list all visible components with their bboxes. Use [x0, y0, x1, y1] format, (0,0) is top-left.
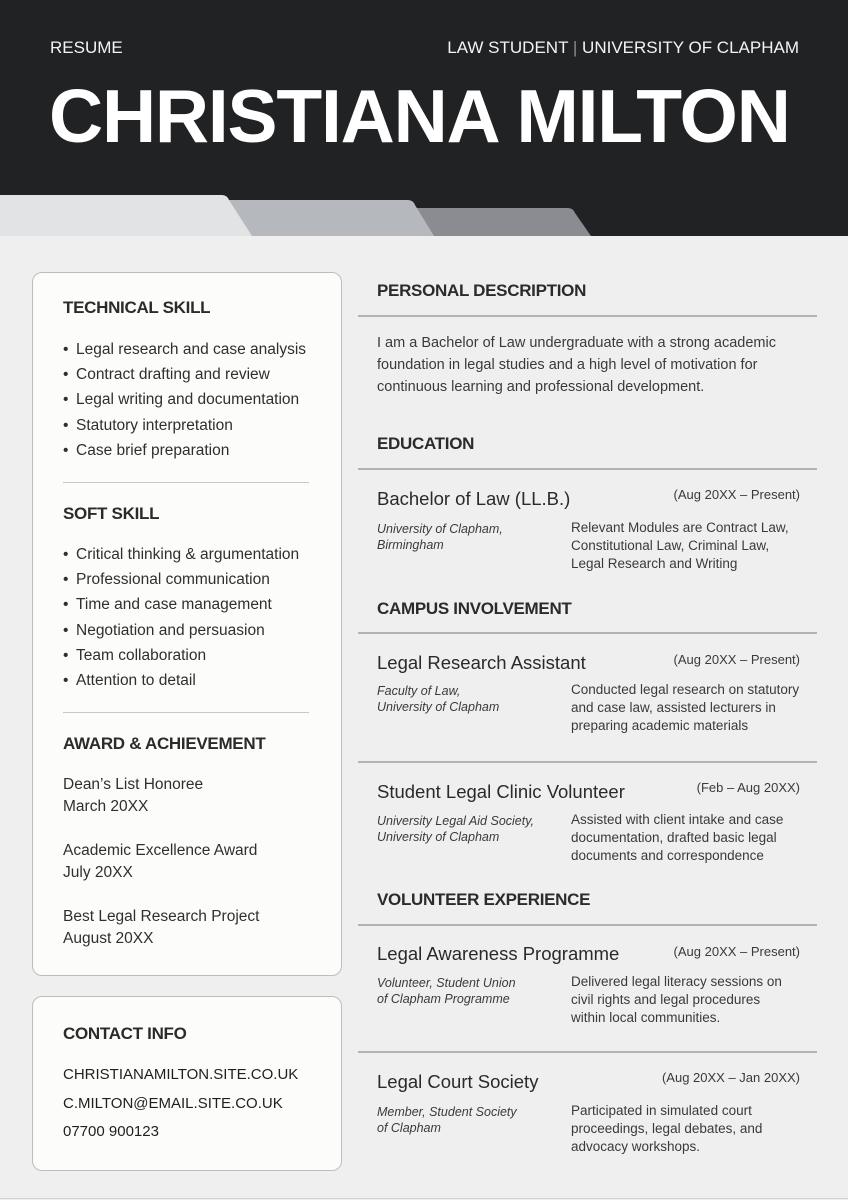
bullet-icon: • [63, 621, 69, 639]
section-divider [358, 924, 817, 926]
bullet-icon: • [63, 596, 69, 614]
desc-line: Relevant Modules are Contract Law, [571, 520, 789, 535]
list-item [63, 438, 306, 463]
list-item [63, 643, 299, 668]
list-item-text: Critical thinking & argumentation [76, 546, 300, 563]
org-line: University Legal Aid Society, [377, 814, 535, 828]
list-item [63, 362, 306, 387]
section-divider [63, 712, 309, 713]
award-date: July 20XX [63, 864, 133, 881]
campus-involvement-heading: CAMPUS INVOLVEMENT [377, 599, 572, 618]
entry-description [571, 1102, 762, 1157]
entry-description [571, 681, 799, 736]
paragraph-line: foundation in legal studies and a high level of motivation for [377, 357, 758, 373]
desc-line: Participated in simulated court [571, 1103, 752, 1118]
section-divider [358, 315, 817, 317]
personal-description-text [377, 332, 776, 398]
resume-label: RESUME [50, 38, 123, 57]
entry-date: (Aug 20XX – Present) [673, 652, 800, 667]
entry-title: Legal Court Society [377, 1071, 539, 1092]
education-heading: EDUCATION [377, 434, 475, 453]
bullet-icon: • [63, 391, 69, 409]
entry-divider [358, 761, 817, 763]
org-line: University of Clapham [377, 700, 500, 714]
entry-description [571, 519, 789, 574]
desc-line: within local communities. [571, 1010, 721, 1026]
award-name: Dean’s List Honoree [63, 776, 204, 793]
website-link[interactable]: CHRISTIANAMILTON.SITE.CO.UK [63, 1066, 299, 1083]
page-bottom-border [0, 1198, 848, 1199]
list-item [63, 337, 306, 362]
entry-organization [377, 521, 503, 553]
entry-organization [377, 975, 516, 1007]
contact-heading: CONTACT INFO [63, 1024, 187, 1043]
bullet-icon: • [63, 571, 69, 589]
desc-line: proceedings, legal debates, and [571, 1121, 763, 1137]
entry-date: (Feb – Aug 20XX) [696, 780, 800, 795]
bullet-icon: • [63, 546, 69, 563]
desc-line: Constitutional Law, Criminal Law, [571, 538, 770, 554]
award-item [63, 906, 259, 950]
list-item-text: Negotiation and persuasion [76, 621, 265, 639]
entry-date: (Aug 20XX – Present) [673, 487, 800, 502]
desc-line: documents and correspondence [571, 848, 764, 864]
org-line: Volunteer, Student Union [377, 976, 516, 990]
entry-divider [358, 1051, 817, 1053]
org-line: University of Clapham [377, 830, 500, 844]
volunteer-experience-heading: VOLUNTEER EXPERIENCE [377, 890, 591, 909]
desc-line: Assisted with client intake and case [571, 812, 784, 827]
paragraph-line: I am a Bachelor of Law undergraduate with a strong academic [377, 335, 776, 351]
award-date: March 20XX [63, 798, 149, 815]
entry-title: Legal Awareness Programme [377, 943, 620, 964]
section-divider [63, 482, 309, 483]
award-date: August 20XX [63, 930, 154, 947]
list-item-text: Team collaboration [76, 646, 207, 664]
personal-description-heading: PERSONAL DESCRIPTION [377, 281, 587, 300]
desc-line: Legal Research and Writing [571, 556, 738, 572]
award-item [63, 774, 203, 818]
role-text: LAW STUDENT [447, 38, 569, 57]
candidate-name: CHRISTIANA MILTON [49, 74, 790, 158]
desc-line: documentation, drafted basic legal [571, 830, 777, 846]
entry-title: Bachelor of Law (LL.B.) [377, 488, 571, 509]
entry-title: Student Legal Clinic Volunteer [377, 781, 625, 802]
list-item [63, 413, 306, 438]
soft-skill-list [63, 542, 299, 693]
list-item-text: Legal research and case analysis [76, 341, 307, 358]
list-item-text: Legal writing and documentation [76, 391, 300, 409]
entry-description [571, 811, 783, 866]
technical-skill-heading: TECHNICAL SKILL [63, 298, 211, 317]
org-line: University of Clapham, [377, 522, 503, 536]
list-item-text: Attention to detail [76, 672, 196, 690]
phone-number: 07700 900123 [63, 1123, 159, 1140]
entry-date: (Aug 20XX – Jan 20XX) [661, 1070, 800, 1085]
award-item [63, 840, 257, 884]
email-link[interactable]: C.MILTON@EMAIL.SITE.CO.UK [63, 1094, 283, 1112]
institution-text: UNIVERSITY OF CLAPHAM [582, 38, 799, 57]
bullet-icon: • [63, 646, 69, 664]
list-item [63, 387, 306, 412]
desc-line: civil rights and legal procedures [571, 992, 761, 1008]
bullet-icon: • [63, 341, 69, 358]
desc-line: advocacy workshops. [571, 1139, 701, 1155]
desc-line: Delivered legal literacy sessions on [571, 974, 782, 989]
technical-skill-list [63, 337, 306, 463]
bullet-icon: • [63, 672, 69, 690]
list-item-text: Statutory interpretation [76, 416, 233, 434]
section-divider [358, 468, 817, 470]
org-line: Faculty of Law, [377, 684, 461, 698]
list-item [63, 618, 299, 643]
subtitle-separator: | [572, 38, 578, 57]
paragraph-line: continuous learning and professional development. [377, 379, 705, 395]
list-item [63, 542, 299, 567]
entry-date: (Aug 20XX – Present) [673, 944, 800, 959]
desc-line: Conducted legal research on statutory [571, 682, 800, 697]
org-line: of Clapham [377, 1121, 441, 1135]
list-item-text: Contract drafting and review [76, 366, 270, 384]
award-heading: AWARD & ACHIEVEMENT [63, 734, 266, 753]
decor-tab-2 [222, 200, 434, 236]
list-item [63, 668, 299, 693]
org-line: Birmingham [377, 538, 444, 552]
entry-organization [377, 683, 499, 715]
list-item-text: Professional communication [76, 571, 270, 589]
award-name: Best Legal Research Project [63, 908, 260, 925]
soft-skill-heading: SOFT SKILL [63, 504, 160, 523]
award-name: Academic Excellence Award [63, 842, 258, 859]
section-divider [358, 632, 817, 634]
entry-description [571, 973, 782, 1028]
bullet-icon: • [63, 366, 69, 384]
org-line: of Clapham Programme [377, 992, 510, 1006]
decor-tab-1 [0, 195, 252, 236]
bullet-icon: • [63, 416, 69, 434]
entry-organization [377, 813, 534, 845]
list-item [63, 567, 299, 592]
header-subtitle [447, 38, 799, 58]
list-item-text: Case brief preparation [76, 441, 230, 459]
entry-title: Legal Research Assistant [377, 652, 586, 673]
desc-line: preparing academic materials [571, 718, 749, 734]
bullet-icon: • [63, 441, 69, 459]
contact-list [63, 1061, 298, 1147]
header-decorative-tabs [0, 180, 848, 236]
entry-organization [377, 1104, 517, 1136]
desc-line: and case law, assisted lecturers in [571, 700, 776, 716]
list-item [63, 592, 299, 617]
org-line: Member, Student Society [377, 1105, 517, 1119]
list-item-text: Time and case management [76, 596, 272, 614]
